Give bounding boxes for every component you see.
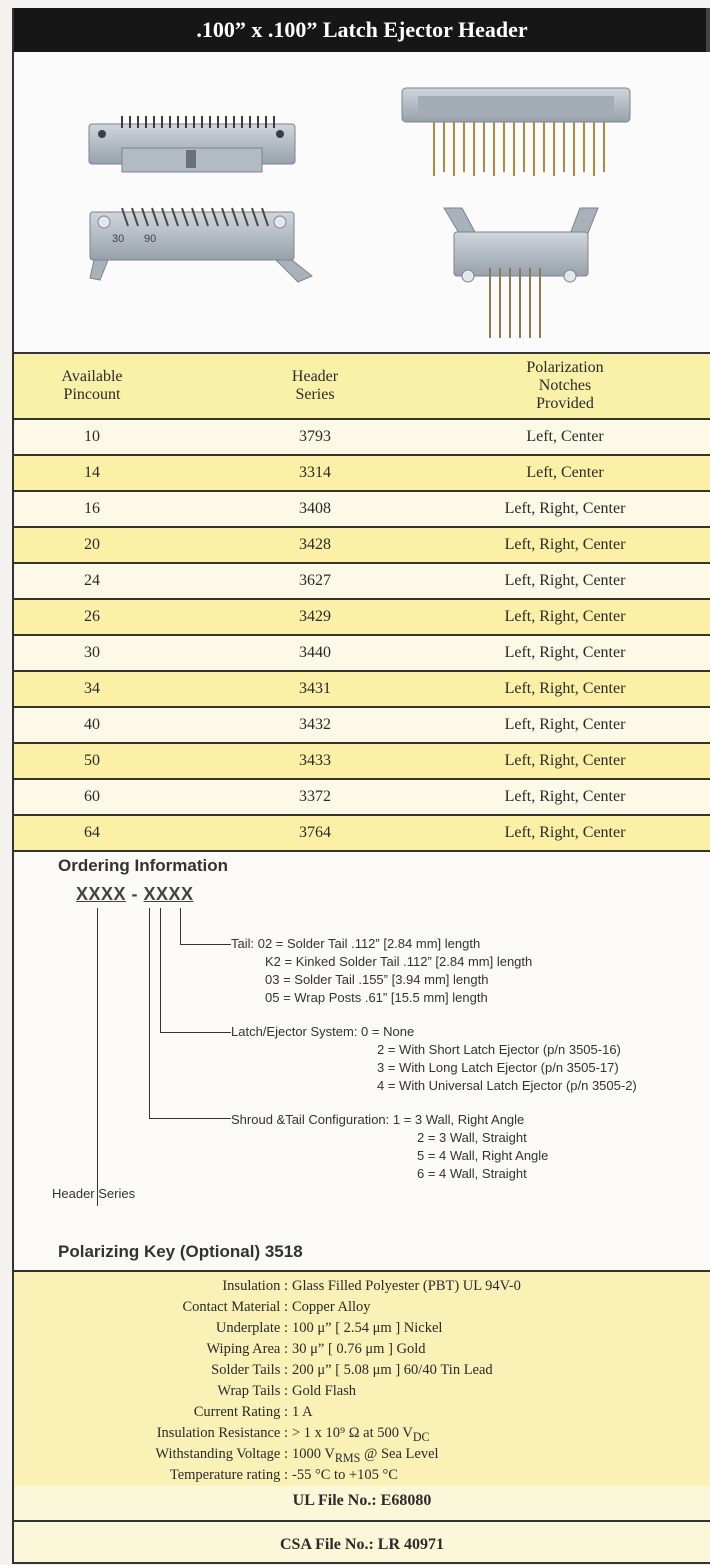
spec-value: 1 A bbox=[292, 1404, 313, 1420]
spec-key: Contact Material : bbox=[182, 1299, 288, 1315]
ordering-information bbox=[14, 850, 710, 1270]
title-bar bbox=[14, 8, 710, 52]
cell-pincount: 60 bbox=[84, 788, 100, 805]
spec-key: Solder Tails : bbox=[211, 1362, 288, 1378]
part-number-options: XXXX bbox=[143, 884, 194, 904]
datasheet bbox=[12, 8, 710, 1564]
cell-series: 3764 bbox=[299, 824, 331, 841]
leader-line-latch-v bbox=[160, 908, 161, 1032]
cell-notches: Left, Right, Center bbox=[504, 500, 626, 517]
cell-pincount: 40 bbox=[84, 716, 100, 733]
cell-series: 3793 bbox=[299, 428, 331, 445]
latch-option-2: 2 = With Short Latch Ejector (p/n 3505-16) bbox=[377, 1042, 621, 1057]
spec-value: 30 μ” [ 0.76 μm ] Gold bbox=[292, 1341, 426, 1357]
cell-pincount: 16 bbox=[84, 500, 100, 517]
divider bbox=[14, 1520, 710, 1522]
header-photo-top-right bbox=[402, 88, 630, 176]
cell-notches: Left, Right, Center bbox=[504, 608, 626, 625]
table-row bbox=[14, 456, 710, 492]
cell-pincount: 30 bbox=[84, 644, 100, 661]
cell-series: 3432 bbox=[299, 716, 331, 733]
spec-value: 100 μ” [ 2.54 μm ] Nickel bbox=[292, 1320, 443, 1336]
header-photo-bottom-right bbox=[444, 208, 598, 338]
cell-notches: Left, Right, Center bbox=[504, 572, 626, 589]
table-row bbox=[14, 564, 710, 600]
cell-notches: Left, Right, Center bbox=[504, 680, 626, 697]
marking-90: 90 bbox=[144, 233, 157, 245]
col-header-pincount: Available Pincount bbox=[61, 368, 123, 403]
header-series-label: Header Series bbox=[52, 1186, 136, 1201]
tail-option-03: 03 = Solder Tail .155” [3.94 mm] length bbox=[265, 972, 489, 987]
tail-option-k2: K2 = Kinked Solder Tail .112” [2.84 mm] length bbox=[265, 954, 533, 969]
product-photo bbox=[14, 52, 710, 354]
cell-notches: Left, Right, Center bbox=[504, 788, 626, 805]
cell-pincount: 64 bbox=[84, 824, 100, 841]
unit-subscript-rms: RMS bbox=[334, 1450, 361, 1465]
cell-series: 3314 bbox=[299, 464, 331, 481]
table-header-row bbox=[14, 354, 710, 420]
table-row bbox=[14, 420, 710, 456]
spec-key: Underplate : bbox=[215, 1320, 288, 1336]
table-row bbox=[14, 492, 710, 528]
csa-file-number: CSA File No.: LR 40971 bbox=[280, 1536, 444, 1553]
cell-series: 3440 bbox=[299, 644, 331, 661]
cell-pincount: 26 bbox=[84, 608, 100, 625]
cell-series: 3627 bbox=[299, 572, 331, 589]
table-row bbox=[14, 600, 710, 636]
cell-pincount: 10 bbox=[84, 428, 100, 445]
spec-key: Temperature rating : bbox=[169, 1467, 288, 1483]
spec-row bbox=[14, 1318, 710, 1339]
table-row bbox=[14, 636, 710, 672]
cell-notches: Left, Center bbox=[526, 464, 604, 481]
leader-line-series bbox=[97, 908, 98, 1206]
cell-pincount: 14 bbox=[84, 464, 100, 481]
tail-option-02: Tail: 02 = Solder Tail .112” [2.84 mm] length bbox=[231, 936, 481, 951]
spec-key: Withstanding Voltage : bbox=[155, 1446, 288, 1462]
spec-value-text: > 1 x 10⁹ Ω at 500 V bbox=[292, 1425, 413, 1441]
connector-illustrations bbox=[14, 52, 710, 352]
shroud-option-1: Shroud &Tail Configuration: 1 = 3 Wall, Right Angle bbox=[231, 1112, 525, 1127]
spec-value-text: 1000 V bbox=[292, 1446, 335, 1462]
unit-subscript-dc: DC bbox=[412, 1429, 430, 1444]
spec-value: Glass Filled Polyester (PBT) UL 94V-0 bbox=[292, 1278, 521, 1294]
spec-value: Gold Flash bbox=[292, 1383, 357, 1399]
cell-series: 3372 bbox=[299, 788, 331, 805]
cell-notches: Left, Right, Center bbox=[504, 824, 626, 841]
spec-value-suffix: @ Sea Level bbox=[360, 1446, 439, 1462]
title-edge bbox=[706, 8, 710, 52]
spec-row bbox=[14, 1423, 710, 1444]
col-header-polarization: Polarization Notches Provided bbox=[526, 359, 604, 412]
polarizing-key: Polarizing Key (Optional) 3518 bbox=[58, 1242, 303, 1261]
spec-row bbox=[14, 1339, 710, 1360]
cell-series: 3431 bbox=[299, 680, 331, 697]
cell-pincount: 20 bbox=[84, 536, 100, 553]
pincount-table bbox=[14, 354, 710, 852]
ul-file-number: UL File No.: E68080 bbox=[292, 1492, 432, 1509]
leader-line-tail-h bbox=[180, 944, 231, 945]
spec-key: Wiping Area : bbox=[206, 1341, 288, 1357]
part-number-series: XXXX bbox=[76, 884, 127, 904]
header-photo-top-left bbox=[89, 116, 295, 172]
spec-key: Insulation : bbox=[222, 1278, 288, 1294]
cell-notches: Left, Right, Center bbox=[504, 644, 626, 661]
cell-series: 3428 bbox=[299, 536, 331, 553]
spec-row bbox=[14, 1402, 710, 1423]
spec-row bbox=[14, 1444, 710, 1465]
spec-value: Copper Alloy bbox=[292, 1299, 371, 1315]
shroud-option-2: 2 = 3 Wall, Straight bbox=[417, 1130, 527, 1145]
marking-30: 30 bbox=[112, 233, 125, 245]
cell-pincount: 50 bbox=[84, 752, 100, 769]
spec-row bbox=[14, 1381, 710, 1402]
spec-row bbox=[14, 1465, 710, 1486]
leader-line-tail-v bbox=[180, 908, 181, 944]
leader-line-shroud-v bbox=[149, 908, 150, 1118]
leader-line-latch-h bbox=[160, 1032, 231, 1033]
shroud-option-5: 5 = 4 Wall, Right Angle bbox=[417, 1148, 549, 1163]
spec-value: 200 μ” [ 5.08 μm ] 60/40 Tin Lead bbox=[292, 1362, 493, 1378]
ordering-heading: Ordering Information bbox=[58, 856, 228, 875]
spec-row bbox=[14, 1276, 710, 1297]
cell-notches: Left, Right, Center bbox=[504, 716, 626, 733]
col-header-series: Header Series bbox=[291, 368, 339, 403]
cell-notches: Left, Right, Center bbox=[504, 752, 626, 769]
cell-series: 3408 bbox=[299, 500, 331, 517]
table-row bbox=[14, 816, 710, 852]
tail-option-05: 05 = Wrap Posts .61” [15.5 mm] length bbox=[265, 990, 488, 1005]
spec-row bbox=[14, 1360, 710, 1381]
spec-key: Current Rating : bbox=[193, 1404, 288, 1420]
cell-notches: Left, Right, Center bbox=[504, 536, 626, 553]
cell-series: 3433 bbox=[299, 752, 331, 769]
file-numbers bbox=[14, 1486, 710, 1562]
cell-pincount: 24 bbox=[84, 572, 100, 589]
shroud-option-6: 6 = 4 Wall, Straight bbox=[417, 1166, 527, 1181]
page-title: .100” x .100” Latch Ejector Header bbox=[196, 17, 528, 42]
part-number-format bbox=[76, 884, 194, 905]
table-row bbox=[14, 528, 710, 564]
spec-row bbox=[14, 1297, 710, 1318]
latch-option-4: 4 = With Universal Latch Ejector (p/n 3505-2) bbox=[377, 1078, 637, 1093]
spec-value: -55 °C to +105 °C bbox=[292, 1467, 398, 1483]
cell-notches: Left, Center bbox=[526, 428, 604, 445]
table-row bbox=[14, 672, 710, 708]
cell-pincount: 34 bbox=[84, 680, 100, 697]
table-row bbox=[14, 708, 710, 744]
table-row bbox=[14, 744, 710, 780]
spec-key: Insulation Resistance : bbox=[156, 1425, 288, 1441]
cell-series: 3429 bbox=[299, 608, 331, 625]
part-number-dash: - bbox=[126, 884, 144, 904]
specifications bbox=[14, 1270, 710, 1488]
leader-line-shroud-h bbox=[149, 1118, 231, 1119]
spec-key: Wrap Tails : bbox=[217, 1383, 288, 1399]
table-row bbox=[14, 780, 710, 816]
header-photo-bottom-left bbox=[90, 208, 312, 282]
latch-option-0: Latch/Ejector System: 0 = None bbox=[231, 1024, 415, 1039]
latch-option-3: 3 = With Long Latch Ejector (p/n 3505-17) bbox=[377, 1060, 619, 1075]
